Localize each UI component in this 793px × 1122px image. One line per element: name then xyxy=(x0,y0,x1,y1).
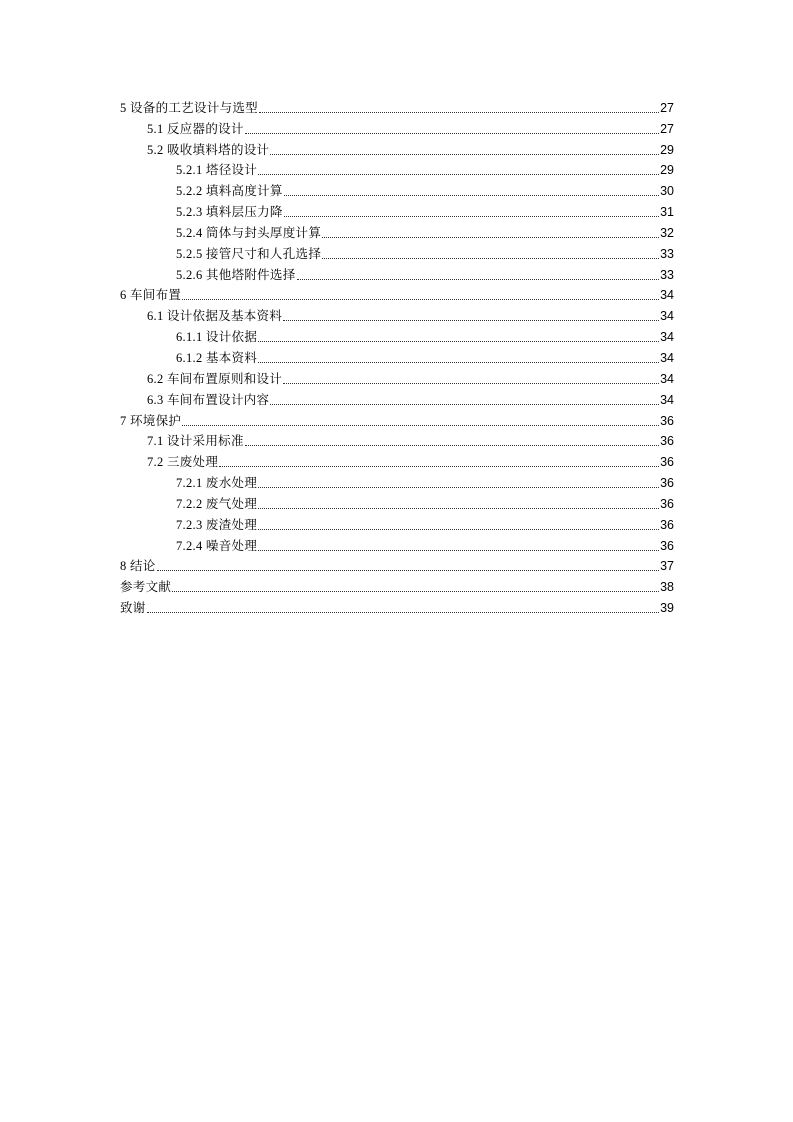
toc-dot-leader xyxy=(284,195,659,196)
toc-entry[interactable] xyxy=(120,366,674,387)
toc-entry[interactable] xyxy=(120,199,674,220)
toc-entry[interactable] xyxy=(120,470,674,491)
toc-entry-label: 7.2.4 噪音处理 xyxy=(176,538,258,553)
toc-dot-leader xyxy=(322,258,659,259)
toc-entry-label: 参考文献 xyxy=(120,580,172,595)
toc-entry-label: 5.2.3 填料层压力降 xyxy=(176,205,283,220)
toc-entry-label: 7.2.3 废渣处理 xyxy=(176,517,258,532)
toc-entry-label: 5.2.4 筒体与封头厚度计算 xyxy=(176,225,322,240)
toc-entry[interactable] xyxy=(120,158,674,179)
toc-entry[interactable] xyxy=(120,116,674,137)
toc-entry-page-number: 29 xyxy=(660,163,674,178)
toc-entry[interactable] xyxy=(120,595,674,616)
toc-entry-label: 6.3 车间布置设计内容 xyxy=(147,392,270,407)
toc-entry-label: 7 环境保护 xyxy=(120,413,182,428)
toc-entry[interactable] xyxy=(120,449,674,470)
toc-dot-leader xyxy=(182,299,659,300)
toc-entry-page-number: 36 xyxy=(660,413,674,428)
toc-entry-label: 5.2.2 填料高度计算 xyxy=(176,184,283,199)
toc-entry-page-number: 27 xyxy=(660,121,674,136)
toc-entry[interactable] xyxy=(120,387,674,408)
toc-entry-page-number: 34 xyxy=(660,371,674,386)
toc-dot-leader xyxy=(245,133,659,134)
toc-entry-page-number: 36 xyxy=(660,455,674,470)
toc-dot-leader xyxy=(270,404,659,405)
toc-entry-label: 5.2.6 其他塔附件选择 xyxy=(176,267,296,282)
toc-entry-label: 5 设备的工艺设计与选型 xyxy=(120,100,258,115)
toc-entry-page-number: 34 xyxy=(660,309,674,324)
toc-entry-page-number: 31 xyxy=(660,205,674,220)
toc-dot-leader xyxy=(157,570,660,571)
toc-dot-leader xyxy=(258,529,659,530)
toc-entry-page-number: 36 xyxy=(660,517,674,532)
toc-dot-leader xyxy=(258,341,659,342)
toc-entry-label: 5.2 吸收填料塔的设计 xyxy=(147,142,270,157)
toc-entry[interactable] xyxy=(120,429,674,450)
toc-entry[interactable] xyxy=(120,554,674,575)
toc-entry[interactable] xyxy=(120,345,674,366)
toc-entry-label: 7.2 三废处理 xyxy=(147,455,219,470)
toc-entry-page-number: 39 xyxy=(660,601,674,616)
toc-entry[interactable] xyxy=(120,408,674,429)
toc-entry-label: 7.2.2 废气处理 xyxy=(176,496,258,511)
toc-entry-label: 6.1 设计依据及基本资料 xyxy=(147,309,283,324)
toc-dot-leader xyxy=(245,445,659,446)
toc-entry[interactable] xyxy=(120,178,674,199)
toc-dot-leader xyxy=(258,508,659,509)
toc-entry-label: 6.1.1 设计依据 xyxy=(176,330,258,345)
toc-entry-page-number: 30 xyxy=(660,184,674,199)
toc-entry-label: 5.2.5 接管尺寸和人孔选择 xyxy=(176,246,322,261)
toc-dot-leader xyxy=(258,174,659,175)
toc-dot-leader xyxy=(283,383,659,384)
toc-dot-leader xyxy=(258,487,659,488)
toc-entry-page-number: 34 xyxy=(660,350,674,365)
toc-entry-page-number: 37 xyxy=(660,559,674,574)
toc-entry-page-number: 27 xyxy=(660,100,674,115)
toc-entry[interactable] xyxy=(120,491,674,512)
toc-entry[interactable] xyxy=(120,574,674,595)
toc-entry-label: 5.2.1 塔径设计 xyxy=(176,163,258,178)
toc-entry-label: 5.1 反应器的设计 xyxy=(147,121,244,136)
toc-dot-leader xyxy=(284,216,659,217)
toc-dot-leader xyxy=(270,154,659,155)
toc-dot-leader xyxy=(182,425,659,426)
toc-entry[interactable] xyxy=(120,220,674,241)
toc-entry[interactable] xyxy=(120,324,674,345)
toc-entry-label: 7.2.1 废水处理 xyxy=(176,476,258,491)
toc-entry[interactable] xyxy=(120,512,674,533)
toc-entry[interactable] xyxy=(120,95,674,116)
toc-entry-page-number: 29 xyxy=(660,142,674,157)
toc-entry-label: 致谢 xyxy=(120,601,146,616)
toc-entry[interactable] xyxy=(120,241,674,262)
toc-dot-leader xyxy=(322,237,659,238)
toc-entry-page-number: 38 xyxy=(660,580,674,595)
toc-dot-leader xyxy=(259,112,659,113)
toc-entry-page-number: 32 xyxy=(660,225,674,240)
toc-entry-page-number: 33 xyxy=(660,267,674,282)
toc-entry-page-number: 34 xyxy=(660,288,674,303)
toc-entry-page-number: 34 xyxy=(660,330,674,345)
toc-entry-label: 6.2 车间布置原则和设计 xyxy=(147,371,283,386)
toc-entry[interactable] xyxy=(120,283,674,304)
toc-entry-page-number: 36 xyxy=(660,496,674,511)
toc-entry-page-number: 36 xyxy=(660,434,674,449)
toc-dot-leader xyxy=(147,612,659,613)
toc-entry[interactable] xyxy=(120,137,674,158)
table-of-contents xyxy=(120,95,674,616)
toc-dot-leader xyxy=(283,320,659,321)
toc-dot-leader xyxy=(258,550,659,551)
toc-entry-label: 8 结论 xyxy=(120,559,156,574)
toc-dot-leader xyxy=(258,362,659,363)
toc-entry-label: 7.1 设计采用标准 xyxy=(147,434,244,449)
toc-dot-leader xyxy=(297,279,660,280)
toc-entry-page-number: 34 xyxy=(660,392,674,407)
toc-entry-page-number: 36 xyxy=(660,476,674,491)
toc-entry[interactable] xyxy=(120,533,674,554)
toc-entry-page-number: 36 xyxy=(660,538,674,553)
toc-entry-page-number: 33 xyxy=(660,246,674,261)
toc-entry-label: 6 车间布置 xyxy=(120,288,182,303)
toc-dot-leader xyxy=(172,591,659,592)
toc-entry[interactable] xyxy=(120,262,674,283)
toc-entry[interactable] xyxy=(120,303,674,324)
toc-entry-label: 6.1.2 基本资料 xyxy=(176,350,258,365)
toc-dot-leader xyxy=(219,466,659,467)
